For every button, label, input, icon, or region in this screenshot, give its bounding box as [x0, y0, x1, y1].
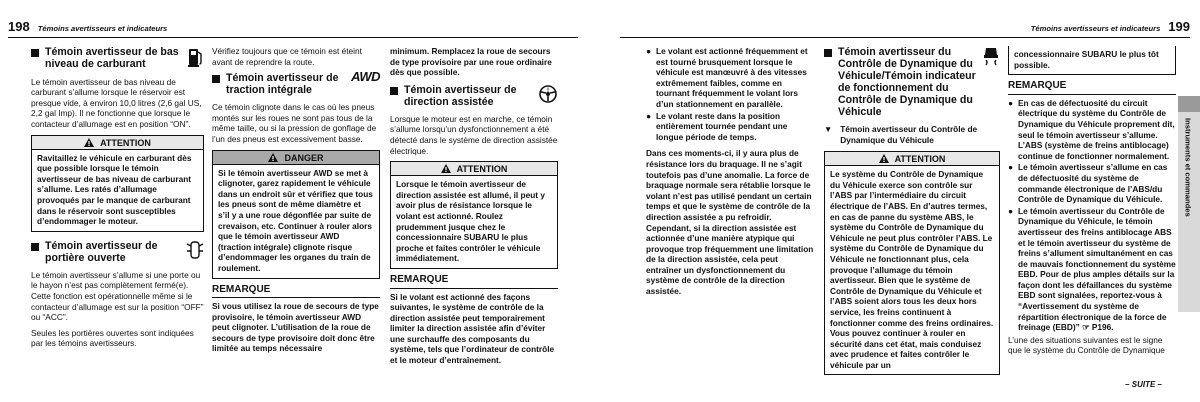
vdc-attention-label: ATTENTION [894, 154, 946, 165]
section-square-marker [31, 243, 39, 251]
steering-section-text: Lorsque le moteur est en marche, ce témoin s’allume lorsqu’un dysfonctionnement a été détecté dans le système de direction assistée électrique. [390, 113, 558, 156]
list-item [646, 111, 814, 143]
bullet: ● [646, 110, 652, 121]
chapter-side-tab[interactable] [1178, 96, 1200, 312]
fuel-section-text: Le témoin avertisseur de bas niveau de carburant s’allume lorsque le réservoir est presque vide, à environ 10,0 litres (2,6 gal US, 2,2 gal Imp). Il ne fonctionne que lorsque le contacteur d’allumage est en position “ON”. [31, 76, 202, 129]
vdc-remarque-list [1008, 98, 1176, 333]
bullet: ● [646, 46, 652, 56]
svg-text:!: ! [547, 87, 549, 94]
fuel-attention-box [31, 135, 204, 232]
list-item-text: Le témoin avertisseur s’allume en cas de défectuosité du système de commande électronique de l’ABS/du Contrôle de Dynamique du Véhicule. [1018, 162, 1168, 205]
right-col-1 [646, 46, 814, 302]
awd-danger-box [212, 150, 380, 279]
awd-danger-text: Si le témoin avertisseur AWD se met à clignoter, garez rapidement le véhicule dans un endroit sûr et vérifiez que tous les pneus sont de même diamètre et s’il y a une roue dégonflée par suite de crevaison, etc. Continuer à rouler alors que le témoin avertisseur AWD (traction intégrale) clignote risque d’endommager les organes du train de roulement. [218, 167, 373, 273]
awd-intro-text: Vérifiez toujours que ce témoin est éteint avant de reprendre la route. [212, 46, 362, 67]
warning-triangle-icon [441, 163, 451, 177]
list-item-text: Le volant reste dans la position entièrement tournée pendant une longue période de temps. [656, 110, 788, 142]
steering-remarque-text: Si le volant est actionné des façons suivantes, le système de contrôle de la direction assistée peut temporairement limiter la direction assistée afin d’éviter une surchauffe des composants du système, tels que l’ordinateur de contrôle et le moteur d’entraînement. [390, 291, 555, 366]
fuel-attention-text: Ravitaillez le véhicule en carburant dès que possible lorsque le témoin avertisseur de bas niveau de carburant s’allume. Les ratés d’allumage provoqués par le manque de carburant dans le réservoir sont susceptibles d’endommager le moteur. [37, 152, 192, 227]
chapter-tab-block [1178, 96, 1200, 112]
warning-triangle-icon [84, 137, 94, 151]
vdc-section-heading [824, 46, 1000, 118]
vdc-attention-text: Le système du Contrôle de Dynamique du Véhicule exerce son contrôle sur l’ABS par l’intermédiaire du circuit électrique de l’ABS. En d’autres termes, en cas de panne du système ABS, le système du Contrôle de Dynamique du Véhicule ne peut plus contrôler l’ABS. Le système du Contrôle de Dynamique du Véhicule ne fonctionnant plus, cela provoque l’allumage du témoin avertisseur. Bien que le système de Contrôle de Dynamique du Véhicule et l’ABS soient alors tous les deux hors service, les freins continuent à fonctionner comme des freins ordinaires. Vous pouvez continuer à rouler en sécurité dans cet état, mais conduisez avec prudence et faites contrôler le véhicule par un [830, 169, 994, 370]
vdc-remarque-title: REMARQUE [1008, 80, 1067, 92]
list-item-text: Le témoin avertisseur du Contrôle de Dynamique du Véhicule, le témoin avertisseur des freins antiblocage ABS et le témoin avertisseur du système de freins s’allument simultanément en cas de mauvais fonctionnement du système EBD. Pour de plus amples détails sur la façon dont les défaillances du système EBD sont signalées, reportez-vous à “Avertissement du système de répartition électronique de la force de freinage (EBD)” ☞ P196. [1018, 205, 1176, 333]
left-page-header [8, 19, 168, 36]
vdc-attention-box [824, 151, 1000, 375]
remarque-rule [212, 297, 380, 298]
door-section-text-1: Le témoin avertisseur s’allume si une porte ou le hayon n’est pas complètement fermé(e). Cette fonction est opérationnelle même si le contacteur d’allumage est sur la position “OFF” ou “ACC”. [31, 269, 204, 323]
right-header-title: Témoins avertisseurs et indicateurs [1030, 24, 1161, 33]
remarque-rule [390, 288, 558, 289]
steering-explanation-text: Dans ces moments-ci, il y aura plus de résistance lors du braquage. Il ne s’agit toutefois pas d’une anomalie. La force de braquage normale sera rétablie lorsque le volant n’est pas utilisé pendant un certain temps et que le système de contrôle de la direction assistée a pu refroidir. Cependant, si la direction assistée est actionnée d’une manière atypique qui provoque trop fréquemment une limitation de la direction assistée, cela peut entraîner un dysfonctionnement du système de contrôle de la direction assistée. [646, 148, 814, 297]
awd-remarque-title: REMARQUE [212, 283, 271, 295]
steering-attention-header [391, 162, 557, 176]
fuel-section-heading [31, 46, 204, 71]
left-header-rule [8, 37, 578, 38]
steering-attention-box [390, 161, 558, 269]
section-square-marker [824, 49, 832, 57]
chapter-tab-label: Instruments et commandes [1183, 118, 1193, 217]
power-steering-icon [538, 84, 558, 107]
left-page-number: 198 [8, 19, 30, 34]
vdc-attention-continuation: concessionnaire SUBARU le plus tôt possible. [1014, 49, 1159, 70]
continued-marker: – SUITE – [1125, 380, 1162, 389]
steering-section-heading [390, 84, 558, 108]
remarque-continuation-text: minimum. Remplacez la roue de secours de type provisoire par une roue ordinaire dès que possible. [390, 46, 552, 78]
vdc-subsection-title: Témoin avertisseur du Contrôle de Dynamique du Véhicule [840, 124, 978, 145]
vdc-subsection [824, 124, 1000, 145]
vdc-attention-box-continued [1008, 46, 1176, 75]
vdc-section-title: Témoin avertisseur du Contrôle de Dynamique du Véhicule/Témoin indicateur de fonctionnement du Contrôle de Dynamique du Véhicule [838, 46, 976, 118]
door-section-heading [31, 240, 204, 264]
awd-section-title: Témoin avertisseur de traction intégrale [226, 72, 339, 97]
awd-remarque-text: Si vous utilisez la roue de secours de type provisoire, le témoin avertisseur AWD peut clignoter. L’utilisation de la roue de secours de type provisoire doit donc être limitée au temps nécessaire [212, 301, 379, 354]
door-section-title: Témoin avertisseur de portière ouverte [45, 239, 158, 264]
right-col-3 [1008, 46, 1176, 361]
left-page [0, 0, 590, 402]
right-col-2 [824, 46, 1000, 381]
fuel-attention-header [32, 136, 203, 150]
left-col-1 [31, 46, 204, 354]
steering-section-title: Témoin avertisseur de direction assistée [404, 83, 517, 108]
steering-remarque-title: REMARQUE [390, 273, 449, 285]
bullet: ● [1008, 205, 1014, 216]
list-item [1008, 206, 1176, 333]
vdc-situation-text: L’une des situations suivantes est le signe que le système du Contrôle de Dynamique [1008, 334, 1165, 356]
list-item [1008, 162, 1176, 204]
open-door-icon [186, 240, 204, 263]
left-header-title: Témoins avertisseurs et indicateurs [37, 24, 168, 33]
left-col-2 [212, 46, 380, 359]
awd-danger-header [213, 151, 379, 165]
right-page [610, 0, 1200, 402]
awd-danger-label: DANGER [284, 152, 324, 163]
subsection-marker: ▼ [824, 124, 833, 134]
section-square-marker [31, 49, 39, 57]
warning-triangle-icon [879, 153, 889, 167]
awd-section-heading [212, 69, 380, 97]
fuel-section-title: Témoin avertisseur de bas niveau de carburant [45, 46, 179, 70]
bullet: ● [1008, 97, 1014, 108]
warning-triangle-icon [268, 152, 278, 166]
bullet: ● [1008, 162, 1014, 173]
vdc-attention-header [825, 152, 999, 166]
left-col-3 [390, 46, 558, 371]
fuel-attention-label: ATTENTION [100, 137, 151, 148]
awd-icon: AWD [351, 69, 380, 85]
steering-attention-text: Lorsque le témoin avertisseur de direction assistée est allumé, il peut y avoir plus de résistance lorsque le volant est actionné. Roulez prudemment jusque chez le concessionnaire SUBARU le plus proche et faites contrôler le véhicule immédiatement. [396, 179, 545, 264]
awd-section-text: Ce témoin clignote dans le cas où les pneus montés sur les roues ne sont pas tous de la même taille, ou si la pression de gonflage de l’un des pneus est excessivement basse. [212, 102, 377, 144]
steering-attention-label: ATTENTION [456, 164, 508, 175]
right-page-header [1030, 19, 1190, 36]
section-square-marker [212, 75, 220, 83]
steering-conditions-list [646, 46, 814, 142]
right-page-number: 199 [1168, 19, 1190, 34]
list-item-text: En cas de défectuosité du circuit électrique du système du Contrôle de Dynamique du Véhicule proprement dit, seul le témoin avertisseur s’allume. L’ABS (système de freins antiblocage) continue de fonctionner normalement. [1018, 97, 1175, 161]
list-item [646, 46, 814, 110]
remarque-rule [1008, 94, 1176, 95]
list-item [1008, 98, 1176, 162]
section-square-marker [390, 87, 398, 95]
list-item-text: Le volant est actionné fréquemment et est tourné brusquement lorsque le véhicule est manœuvré à des vitesses extrêmement faibles, comme en tournant fréquemment le volant lors d’un stationnement en parallèle. [656, 46, 808, 109]
vdc-skid-icon [982, 46, 1000, 69]
door-section-text-2: Seules les portières ouvertes sont indiquées par les témoins avertisseurs. [31, 327, 194, 349]
right-header-rule [620, 37, 1190, 38]
fuel-pump-icon [188, 46, 204, 71]
